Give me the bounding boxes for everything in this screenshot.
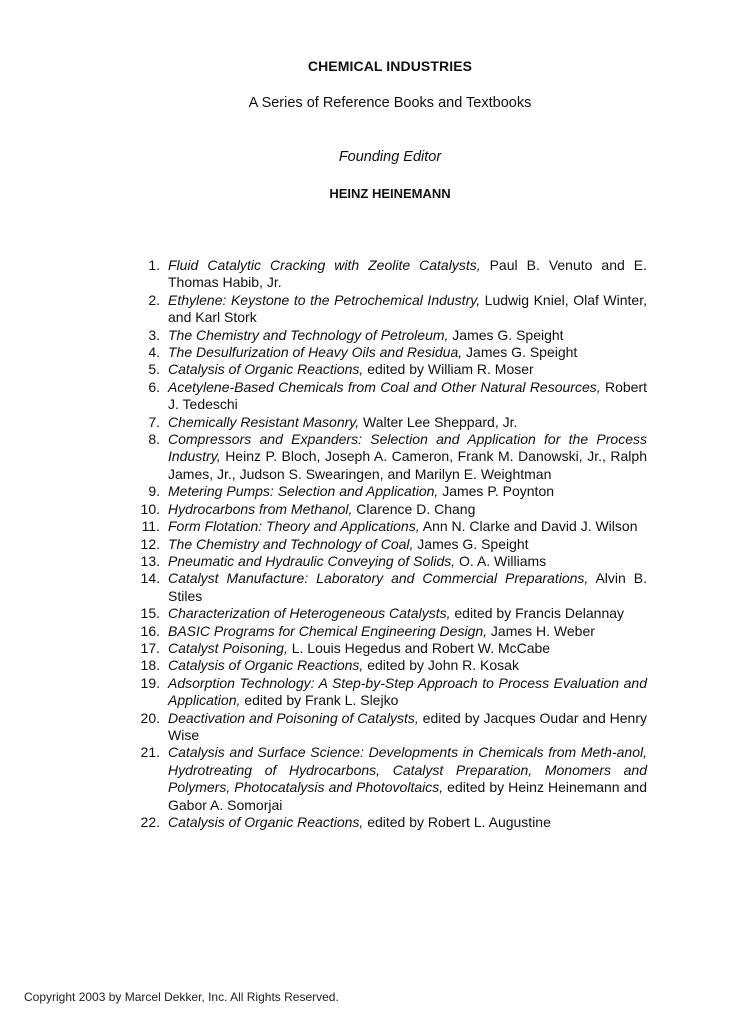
book-title: Characterization of Heterogeneous Catalysts, <box>168 605 451 622</box>
book-authors: James P. Poynton <box>438 483 555 500</box>
book-title: BASIC Programs for Chemical Engineering Design, <box>168 622 488 639</box>
book-authors: James H. Weber <box>487 622 595 639</box>
book-title: Form Flotation: Theory and Applications, <box>168 518 420 535</box>
book-number: 12. <box>140 535 160 552</box>
book-item <box>130 518 647 535</box>
book-authors: edited by John R. Kosak <box>363 657 519 674</box>
book-authors: L. Louis Hegedus and Robert W. McCabe <box>287 639 551 656</box>
book-authors: James G. Speight <box>413 535 529 552</box>
book-authors: Walter Lee Sheppard, Jr. <box>359 413 518 430</box>
book-authors: edited by Heinz Heinemann and Gabor A. Somorjai <box>168 779 647 813</box>
book-title: Catalyst Poisoning, <box>168 639 288 656</box>
book-list <box>130 257 647 831</box>
book-item <box>130 623 647 640</box>
book-title: Chemically Resistant Masonry, <box>168 413 360 430</box>
book-title: Catalysis and Surface Science: Developments in Chemicals from Meth-anol, Hydrotreating of Hydrocarbons, Catalyst Preparation, Monomers and Polymers, Photocatalysis and Photovoltaics, <box>168 744 647 796</box>
book-authors: Ludwig Kniel, Olaf Winter, and Karl Stork <box>168 291 648 326</box>
book-number: 19. <box>140 674 160 691</box>
book-authors: edited by Frank L. Slejko <box>240 692 399 709</box>
book-number: 11. <box>141 518 160 535</box>
book-title: Catalysis of Organic Reactions, <box>168 657 364 674</box>
book-item <box>130 379 647 414</box>
book-authors: Heinz P. Bloch, Joseph A. Cameron, Frank M. Danowski, Jr., Ralph James, Jr., Judson S. Swearingen, and Marilyn E. Weightman <box>168 448 647 482</box>
book-authors: Robert J. Tedeschi <box>168 378 647 413</box>
book-number: 7. <box>148 413 160 430</box>
book-item <box>130 536 647 553</box>
book-number: 17. <box>140 639 160 656</box>
book-title: Compressors and Expanders: Selection and Application for the Process Industry, <box>168 431 647 465</box>
book-item <box>130 640 647 657</box>
book-number: 22. <box>140 814 160 830</box>
series-subtitle: A Series of Reference Books and Textbooks <box>248 95 532 111</box>
book-title: Metering Pumps: Selection and Application, <box>168 483 439 500</box>
book-item <box>130 570 647 605</box>
book-number: 6. <box>148 378 160 395</box>
book-number: 10. <box>140 500 160 517</box>
book-authors: James G. Speight <box>462 344 578 361</box>
book-title: Pneumatic and Hydraulic Conveying of Solids, <box>168 552 456 569</box>
book-authors: O. A. Williams <box>455 552 547 569</box>
book-title: Ethylene: Keystone to the Petrochemical Industry, <box>168 291 481 308</box>
book-item <box>130 292 647 327</box>
book-item <box>130 414 647 431</box>
book-title: Catalyst Manufacture: Laboratory and Commercial Preparations, <box>168 570 589 587</box>
book-item <box>130 344 647 361</box>
book-authors: Ann N. Clarke and David J. Wilson <box>419 518 638 535</box>
book-item <box>130 605 647 622</box>
copyright-notice: Copyright 2003 by Marcel Dekker, Inc. All Rights Reserved. <box>24 990 339 1004</box>
book-number: 15. <box>140 605 160 622</box>
book-item <box>130 257 647 292</box>
book-title: Catalysis of Organic Reactions, <box>168 361 364 378</box>
book-number: 3. <box>148 326 160 343</box>
book-title: The Desulfurization of Heavy Oils and Residua, <box>168 344 463 361</box>
book-authors: Alvin B. Stiles <box>168 570 647 604</box>
book-number: 13. <box>140 552 160 569</box>
book-number: 2. <box>148 291 160 308</box>
book-item <box>130 483 647 500</box>
book-authors: Paul B. Venuto and E. Thomas Habib, Jr. <box>168 257 647 291</box>
book-number: 4. <box>148 344 160 361</box>
book-item <box>130 675 647 710</box>
book-number: 1. <box>148 257 160 273</box>
series-title: CHEMICAL INDUSTRIES <box>307 58 473 74</box>
book-authors: Clarence D. Chang <box>352 500 476 517</box>
book-item <box>130 327 647 344</box>
book-authors: edited by Robert L. Augustine <box>363 814 551 830</box>
book-title: The Chemistry and Technology of Petroleum, <box>168 326 449 343</box>
book-title: Deactivation and Poisoning of Catalysts, <box>168 709 419 726</box>
editor-name: HEINZ HEINEMANN <box>329 186 451 201</box>
book-item <box>130 501 647 518</box>
book-title: Adsorption Technology: A Step-by-Step Approach to Process Evaluation and Application, <box>168 674 647 709</box>
book-number: 14. <box>140 570 160 587</box>
book-title: Fluid Catalytic Cracking with Zeolite Catalysts, <box>168 257 481 273</box>
book-authors: edited by Jacques Oudar and Henry Wise <box>168 709 648 743</box>
book-title: The Chemistry and Technology of Coal, <box>168 535 414 552</box>
book-item <box>130 657 647 674</box>
book-title: Acetylene-Based Chemicals from Coal and Other Natural Resources, <box>168 378 601 395</box>
book-item <box>130 431 647 483</box>
book-number: 8. <box>148 431 160 448</box>
book-authors: edited by William R. Moser <box>363 361 534 378</box>
book-item <box>130 361 647 378</box>
book-authors: edited by Francis Delannay <box>450 605 625 622</box>
book-item <box>130 814 647 831</box>
book-title: Catalysis of Organic Reactions, <box>168 814 364 830</box>
book-number: 18. <box>140 657 160 674</box>
book-number: 20. <box>140 709 160 726</box>
book-item <box>130 744 647 814</box>
book-number: 16. <box>140 622 160 639</box>
editor-role: Founding Editor <box>338 149 442 165</box>
book-item <box>130 553 647 570</box>
book-number: 5. <box>148 361 160 378</box>
book-number: 9. <box>148 483 160 500</box>
book-number: 21. <box>140 744 160 761</box>
book-authors: James G. Speight <box>448 326 564 343</box>
book-title: Hydrocarbons from Methanol, <box>168 500 353 517</box>
book-item <box>130 710 647 745</box>
